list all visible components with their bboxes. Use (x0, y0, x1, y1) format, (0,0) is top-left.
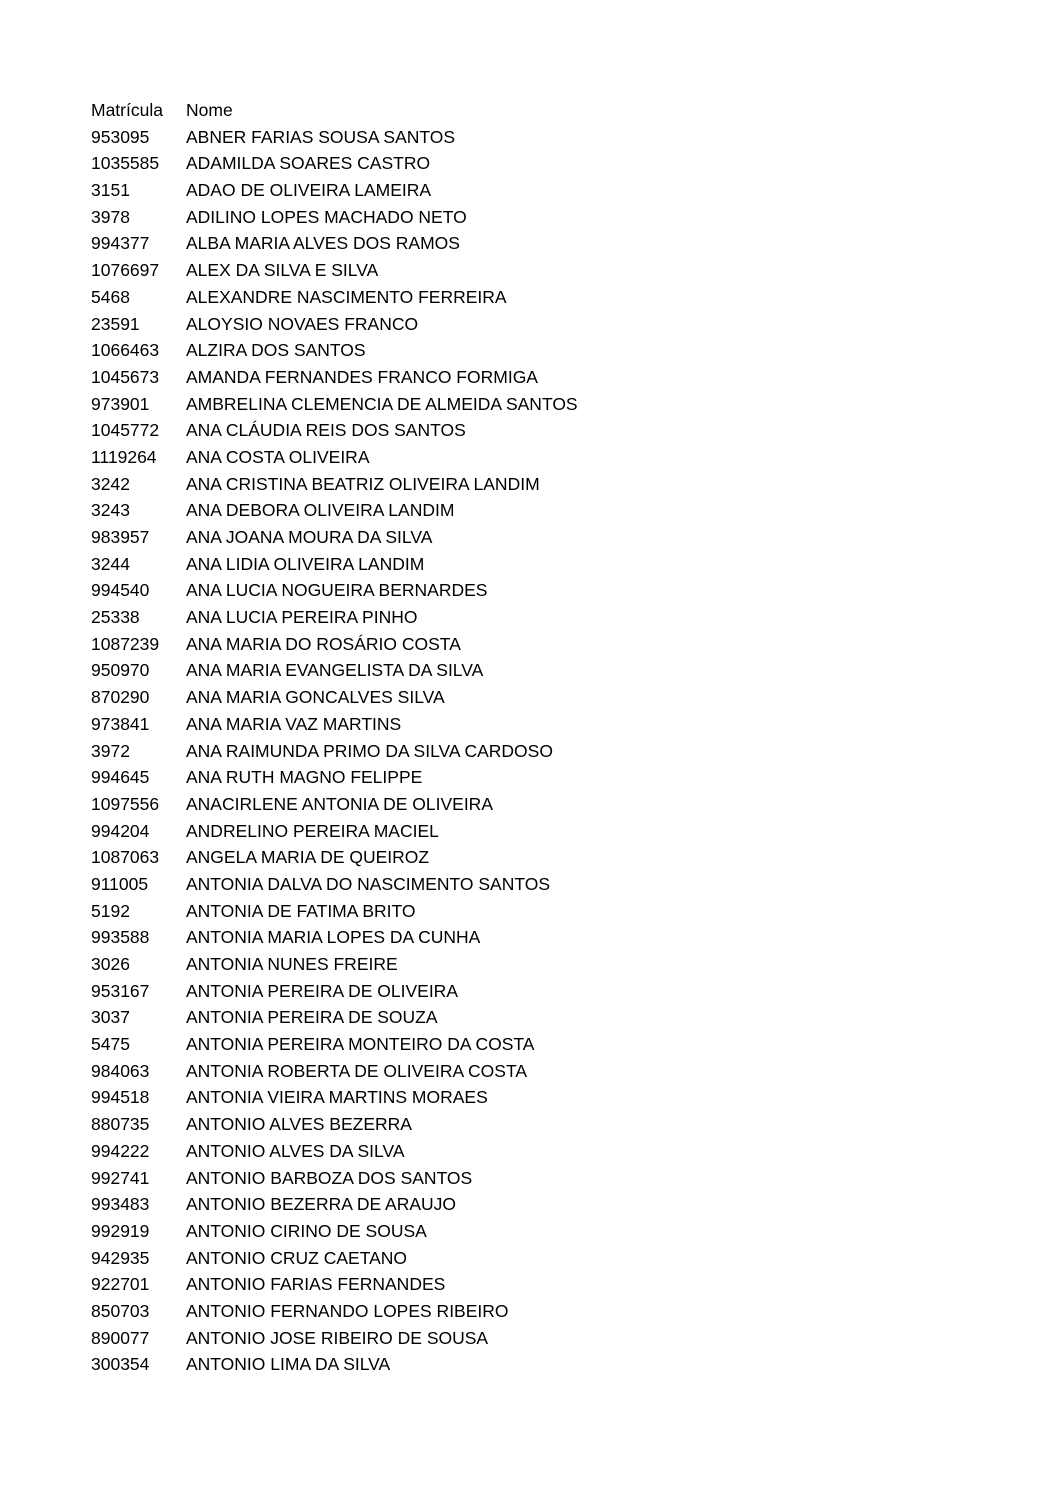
table-row (91, 791, 991, 818)
cell-matricula: 3026 (91, 954, 130, 974)
table-row (91, 1245, 991, 1272)
cell-nome: ANTONIO CRUZ CAETANO (186, 1247, 408, 1268)
cell-nome: ALZIRA DOS SANTOS (186, 340, 366, 361)
table-row (91, 417, 991, 444)
table-row (91, 364, 991, 391)
cell-nome: ANA DEBORA OLIVEIRA LANDIM (186, 500, 455, 521)
cell-nome: ANA LUCIA PEREIRA PINHO (186, 607, 418, 628)
cell-nome: ANA RUTH MAGNO FELIPPE (186, 767, 423, 788)
table-row (91, 124, 991, 151)
cell-matricula: 994518 (91, 1087, 150, 1108)
cell-nome: ANTONIA ROBERTA DE OLIVEIRA COSTA (186, 1060, 528, 1081)
table-row (91, 657, 991, 684)
table-row (91, 1325, 991, 1352)
cell-matricula: 3244 (91, 553, 130, 574)
cell-matricula: 993483 (91, 1194, 150, 1215)
cell-matricula: 300354 (91, 1354, 150, 1375)
table-row (91, 150, 991, 177)
table-row (91, 1111, 991, 1138)
table-row (91, 1165, 991, 1192)
cell-matricula: 983957 (91, 527, 150, 547)
cell-matricula: 1087239 (91, 633, 160, 654)
cell-nome: ANA JOANA MOURA DA SILVA (186, 527, 433, 547)
cell-nome: ANTONIO CIRINO DE SOUSA (186, 1220, 427, 1241)
table-body (91, 124, 991, 1378)
cell-matricula: 953167 (91, 980, 150, 1001)
cell-nome: ANA MARIA DO ROSÁRIO COSTA (186, 633, 461, 654)
cell-nome: ANTONIO BEZERRA DE ARAUJO (186, 1194, 457, 1215)
cell-nome: ALEX DA SILVA E SILVA (186, 260, 379, 281)
cell-nome: ANA CLÁUDIA REIS DOS SANTOS (186, 420, 466, 441)
cell-matricula: 911005 (91, 873, 149, 894)
cell-nome: AMBRELINA CLEMENCIA DE ALMEIDA SANTOS (186, 393, 578, 414)
table-row (91, 1138, 991, 1165)
cell-nome: ANTONIO ALVES DA SILVA (186, 1140, 405, 1161)
cell-nome: ANTONIO JOSE RIBEIRO DE SOUSA (186, 1327, 489, 1348)
table-row (91, 577, 991, 604)
cell-matricula: 3037 (91, 1007, 130, 1028)
table-row (91, 391, 991, 418)
header-matricula: Matrícula (91, 100, 163, 120)
table-row (91, 1191, 991, 1218)
table-row (91, 1351, 991, 1378)
cell-nome: ANTONIO FARIAS FERNANDES (186, 1274, 446, 1295)
cell-matricula: 1087063 (91, 847, 160, 868)
cell-nome: ANTONIO LIMA DA SILVA (186, 1354, 391, 1375)
table-row (91, 1084, 991, 1111)
table-row (91, 471, 991, 498)
table-row (91, 898, 991, 925)
cell-nome: ANA COSTA OLIVEIRA (186, 446, 370, 467)
table-row (91, 284, 991, 311)
cell-nome: ANTONIA PEREIRA DE SOUZA (186, 1007, 438, 1028)
cell-matricula: 1035585 (91, 153, 160, 174)
cell-matricula: 994204 (91, 820, 150, 841)
cell-matricula: 953095 (91, 126, 150, 147)
cell-nome: ANTONIA PEREIRA DE OLIVEIRA (186, 980, 458, 1001)
header-nome: Nome (186, 100, 233, 120)
cell-nome: ANACIRLENE ANTONIA DE OLIVEIRA (186, 793, 493, 814)
table-row (91, 844, 991, 871)
table-row (91, 230, 991, 257)
cell-matricula: 1076697 (91, 260, 160, 281)
employee-table (91, 97, 991, 1378)
cell-matricula: 994377 (91, 233, 150, 254)
table-row (91, 177, 991, 204)
cell-nome: ABNER FARIAS SOUSA SANTOS (186, 126, 456, 147)
cell-matricula: 1045673 (91, 366, 160, 387)
table-row (91, 204, 991, 231)
cell-nome: ADAMILDA SOARES CASTRO (186, 153, 431, 174)
cell-matricula: 992919 (91, 1220, 150, 1241)
table-row (91, 551, 991, 578)
cell-nome: ALOYSIO NOVAES FRANCO (186, 313, 419, 334)
cell-nome: ANTONIO BARBOZA DOS SANTOS (186, 1167, 473, 1188)
cell-matricula: 984063 (91, 1060, 150, 1081)
table-row (91, 818, 991, 845)
cell-matricula: 25338 (91, 607, 140, 628)
cell-matricula: 880735 (91, 1114, 150, 1135)
cell-matricula: 3151 (91, 180, 130, 201)
cell-nome: ANA LIDIA OLIVEIRA LANDIM (186, 553, 425, 574)
cell-nome: ANTONIA DE FATIMA BRITO (186, 900, 416, 921)
cell-nome: ANTONIA DALVA DO NASCIMENTO SANTOS (186, 873, 551, 894)
table-row (91, 337, 991, 364)
cell-matricula: 890077 (91, 1327, 150, 1348)
table-row (91, 1031, 991, 1058)
table-row (91, 444, 991, 471)
table-row (91, 764, 991, 791)
cell-nome: ANTONIO FERNANDO LOPES RIBEIRO (186, 1300, 509, 1321)
table-row (91, 924, 991, 951)
cell-nome: ANA MARIA VAZ MARTINS (186, 713, 402, 734)
cell-matricula: 3978 (91, 206, 130, 227)
cell-nome: ANA RAIMUNDA PRIMO DA SILVA CARDOSO (186, 740, 553, 761)
cell-matricula: 942935 (91, 1247, 150, 1268)
cell-nome: ALBA MARIA ALVES DOS RAMOS (186, 233, 460, 254)
cell-matricula: 992741 (91, 1167, 150, 1188)
cell-matricula: 950970 (91, 660, 150, 681)
cell-matricula: 3243 (91, 500, 130, 521)
cell-nome: ANTONIO ALVES BEZERRA (186, 1114, 412, 1135)
cell-nome: ANDRELINO PEREIRA MACIEL (186, 820, 439, 841)
cell-matricula: 3242 (91, 473, 130, 494)
cell-matricula: 5192 (91, 900, 130, 921)
table-row (91, 1298, 991, 1325)
table-row (91, 1058, 991, 1085)
cell-nome: ANTONIA NUNES FREIRE (186, 954, 398, 974)
table-row (91, 497, 991, 524)
table-row (91, 711, 991, 738)
cell-nome: ANGELA MARIA DE QUEIROZ (186, 847, 430, 868)
cell-matricula: 870290 (91, 687, 150, 708)
table-row (91, 1271, 991, 1298)
table-row (91, 738, 991, 765)
cell-matricula: 5468 (91, 286, 130, 307)
table-row (91, 257, 991, 284)
cell-matricula: 5475 (91, 1034, 130, 1055)
table-row (91, 1218, 991, 1245)
cell-nome: ADAO DE OLIVEIRA LAMEIRA (186, 180, 432, 201)
table-row (91, 951, 991, 978)
table-row (91, 311, 991, 338)
table-row (91, 524, 991, 551)
cell-nome: ADILINO LOPES MACHADO NETO (186, 206, 467, 227)
cell-matricula: 1066463 (91, 340, 160, 361)
cell-matricula: 922701 (91, 1274, 150, 1295)
cell-nome: ANA MARIA GONCALVES SILVA (186, 687, 445, 708)
table-row (91, 604, 991, 631)
cell-matricula: 1045772 (91, 420, 160, 441)
cell-nome: ANA MARIA EVANGELISTA DA SILVA (186, 660, 484, 681)
cell-nome: AMANDA FERNANDES FRANCO FORMIGA (186, 366, 538, 387)
cell-matricula: 850703 (91, 1300, 150, 1321)
cell-matricula: 1119264 (91, 446, 157, 467)
cell-matricula: 994222 (91, 1140, 150, 1161)
cell-nome: ANTONIA MARIA LOPES DA CUNHA (186, 927, 481, 948)
table-row (91, 978, 991, 1005)
cell-nome: ANA CRISTINA BEATRIZ OLIVEIRA LANDIM (186, 473, 540, 494)
table-row (91, 871, 991, 898)
cell-matricula: 1097556 (91, 793, 160, 814)
cell-matricula: 973901 (91, 393, 150, 414)
cell-matricula: 23591 (91, 313, 140, 334)
cell-matricula: 994540 (91, 580, 150, 601)
cell-nome: ALEXANDRE NASCIMENTO FERREIRA (186, 286, 507, 307)
cell-matricula: 994645 (91, 767, 150, 788)
cell-matricula: 3972 (91, 740, 130, 761)
cell-nome: ANTONIA PEREIRA MONTEIRO DA COSTA (186, 1034, 535, 1055)
table-header-row (91, 97, 991, 124)
cell-matricula: 993588 (91, 927, 150, 948)
table-row (91, 684, 991, 711)
table-row (91, 631, 991, 658)
cell-nome: ANA LUCIA NOGUEIRA BERNARDES (186, 580, 488, 601)
cell-matricula: 973841 (91, 713, 150, 734)
table-row (91, 1004, 991, 1031)
cell-nome: ANTONIA VIEIRA MARTINS MORAES (186, 1087, 488, 1108)
